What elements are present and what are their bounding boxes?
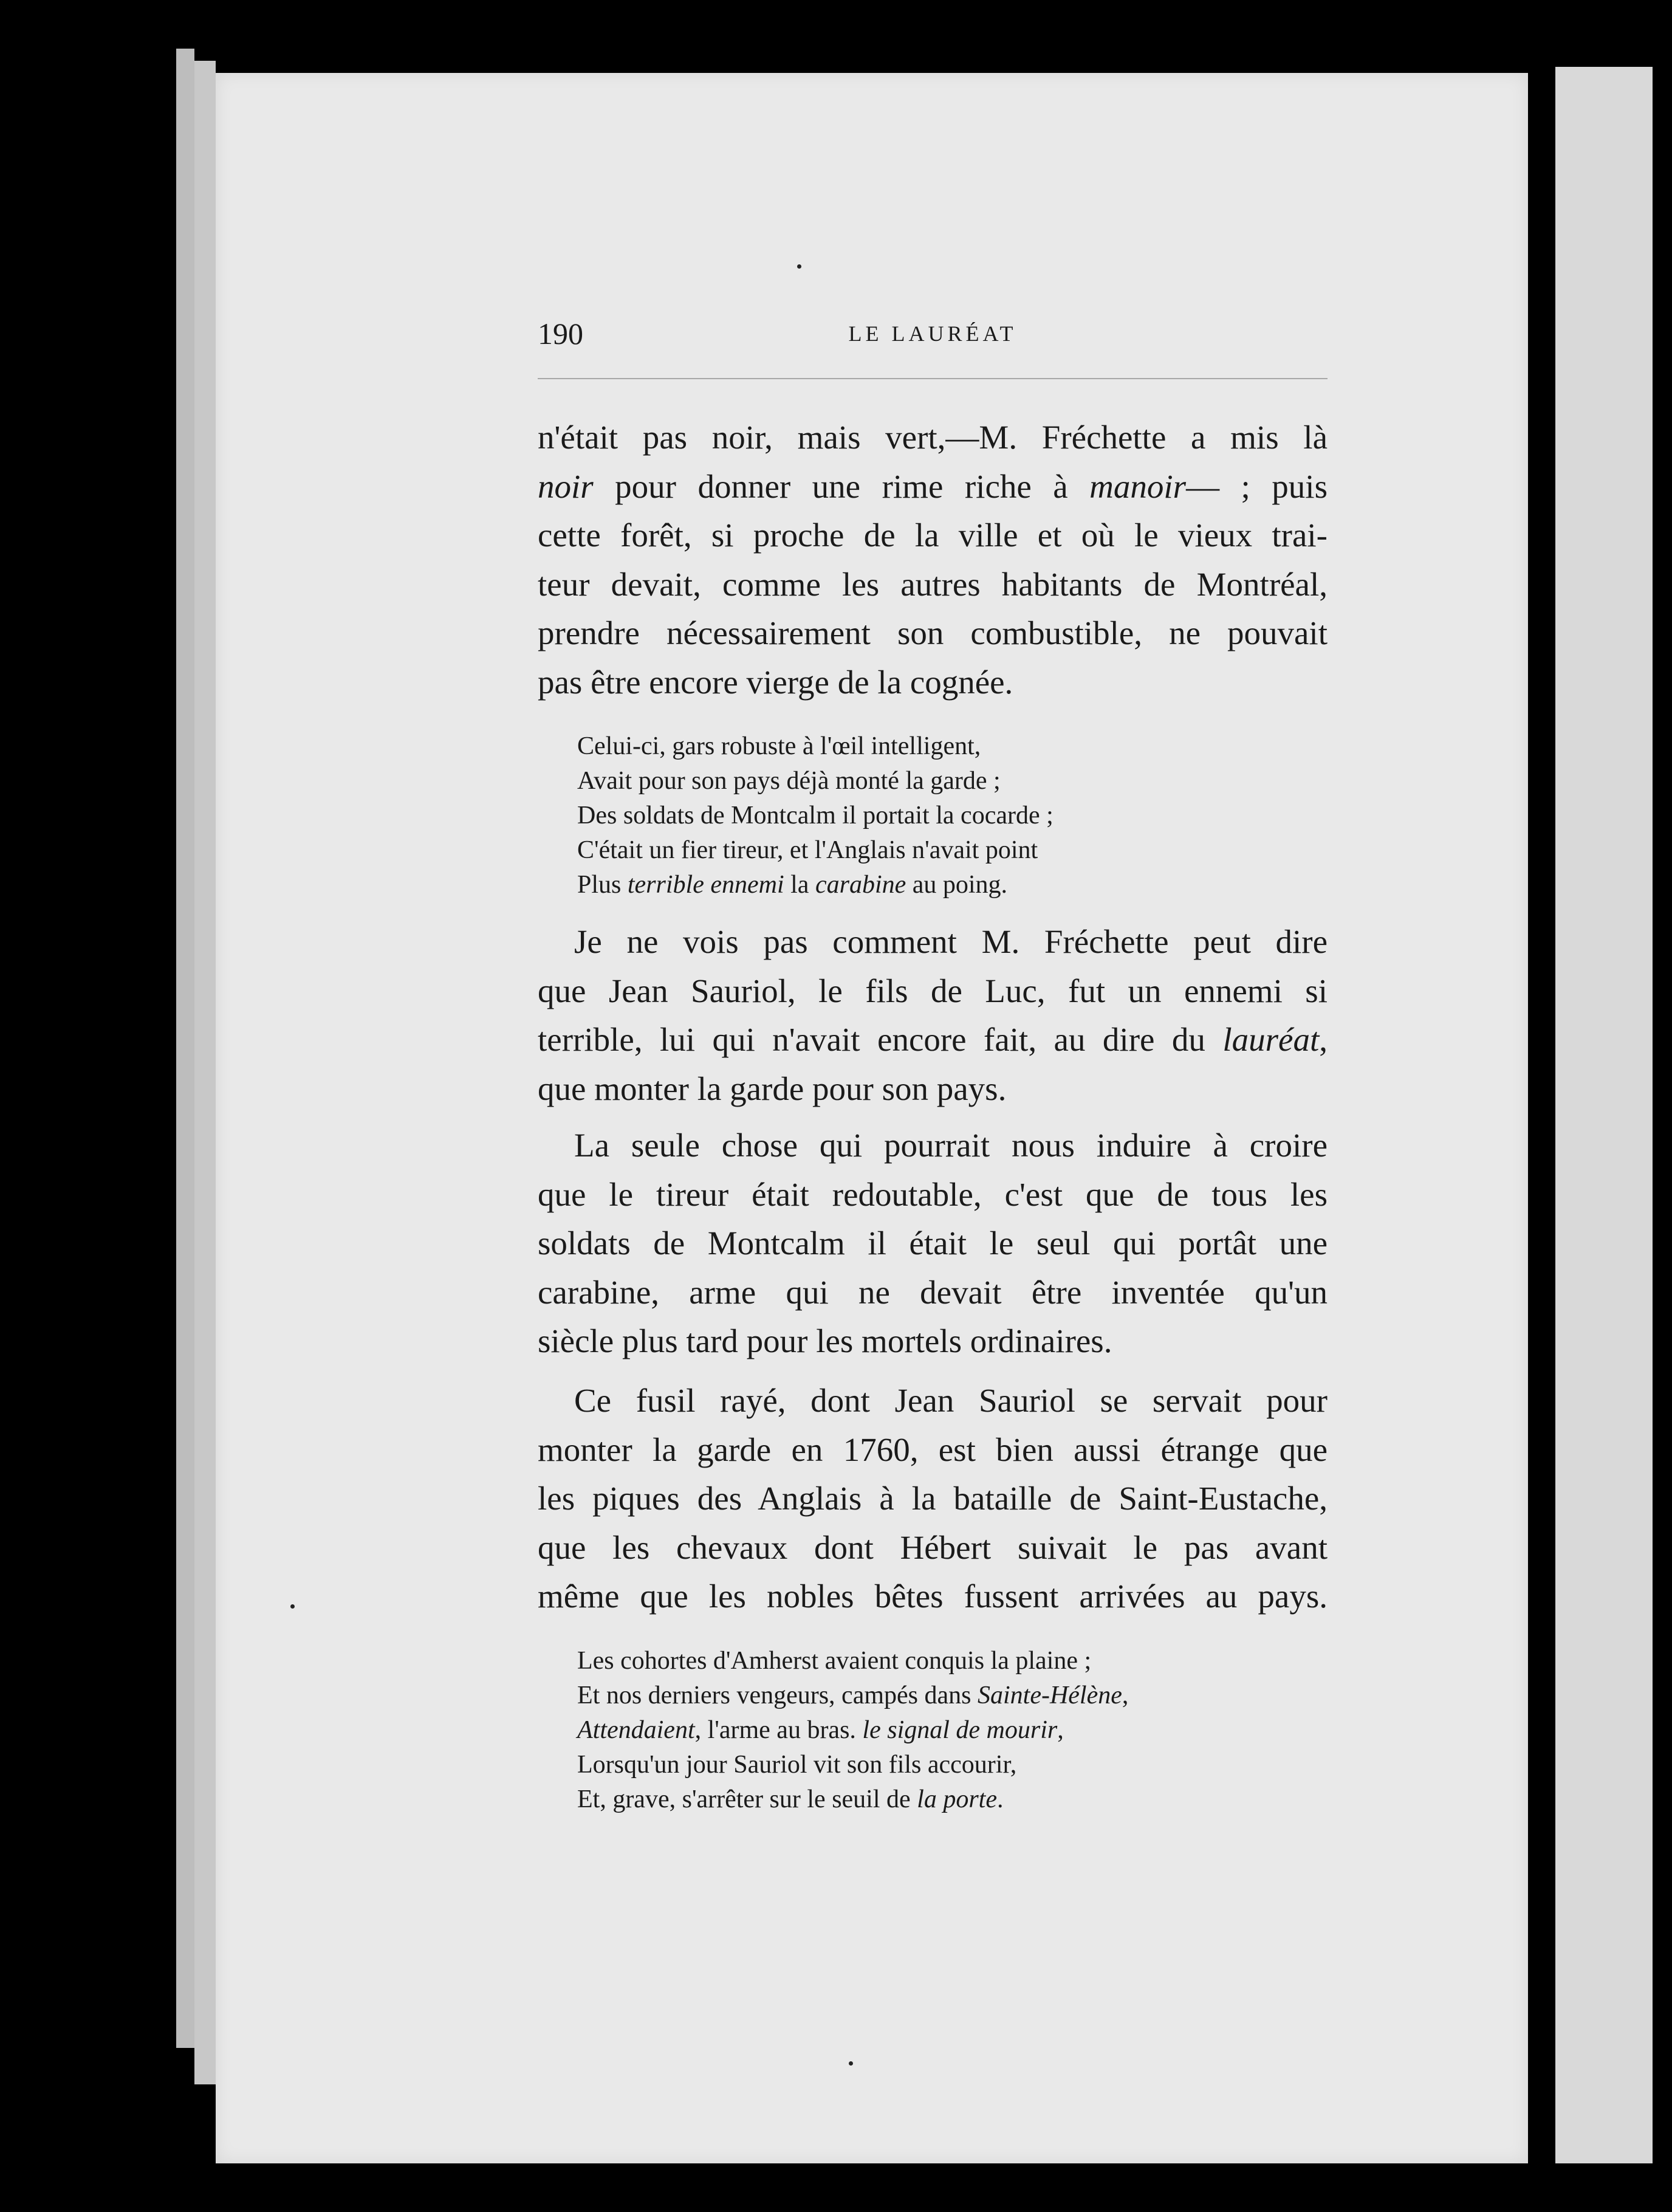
text-line: même que les nobles bêtes fussent arrivées au pays. xyxy=(538,1578,1328,1615)
verse-line xyxy=(577,1678,1306,1713)
text-run: Et, grave, s'arrêter sur le seuil de xyxy=(577,1785,917,1813)
italic-word: manoir xyxy=(1089,467,1187,505)
text-line: que monter la garde pour son pays. xyxy=(538,1070,1007,1107)
text-run: pour donner une rime riche à xyxy=(593,467,1090,505)
text-run: Et nos derniers vengeurs, campés dans xyxy=(577,1681,978,1709)
text-line: prendre nécessairement son combustible, ne pouvait xyxy=(538,614,1328,651)
scan-speck xyxy=(797,264,801,269)
italic-word: Sainte-Hélène xyxy=(977,1681,1122,1709)
text-line: siècle plus tard pour les mortels ordinaires. xyxy=(538,1322,1112,1359)
paragraph xyxy=(538,413,1328,707)
verse-line: Les cohortes d'Amherst avaient conquis la plaine ; xyxy=(577,1647,1092,1675)
text-line: que les chevaux dont Hébert suivait le pas avant xyxy=(538,1528,1328,1566)
text-line: que Jean Sauriol, le fils de Luc, fut un ennemi si xyxy=(538,972,1328,1009)
text-line: que le tireur était redoutable, c'est que de tous les xyxy=(538,1175,1328,1213)
text-run: la xyxy=(784,871,815,899)
verse-quotation xyxy=(577,1644,1306,1817)
italic-word: Attendaient xyxy=(577,1716,695,1744)
verse-line xyxy=(577,1782,1306,1817)
text-line: les piques des Anglais à la bataille de Saint-Eustache, xyxy=(538,1480,1328,1517)
text-run: au poing. xyxy=(906,871,1008,899)
text-line: La seule chose qui pourrait nous induire à croire xyxy=(574,1127,1328,1164)
scan-speck xyxy=(849,2061,853,2066)
text-line: pas être encore vierge de la cognée. xyxy=(538,663,1013,701)
verse-line xyxy=(577,1713,1306,1748)
text-line xyxy=(538,1015,1328,1065)
text-run: terrible, lui qui n'avait encore fait, au dire du xyxy=(538,1021,1223,1058)
scan-speck xyxy=(290,1604,295,1609)
verse-line: Celui-ci, gars robuste à l'œil intelligent, xyxy=(577,732,981,760)
text-line: Je ne vois pas comment M. Fréchette peut dire xyxy=(574,923,1328,960)
paragraph xyxy=(538,918,1328,1113)
page-edge-stack xyxy=(194,61,216,2084)
page-number: 190 xyxy=(538,317,583,351)
verse-line: Avait pour son pays déjà monté la garde ; xyxy=(577,767,1001,795)
text-line: teur devait, comme les autres habitants de Montréal, xyxy=(538,565,1328,603)
page-header xyxy=(538,316,1328,352)
italic-word: carabine xyxy=(815,871,906,899)
text-line: monter la garde en 1760, est bien aussi étrange que xyxy=(538,1431,1328,1468)
text-line: cette forêt, si proche de la ville et où le vieux trai- xyxy=(538,517,1328,554)
text-line xyxy=(538,462,1328,512)
verse-line: Lorsqu'un jour Sauriol vit son fils accourir, xyxy=(577,1751,1017,1779)
verse-line xyxy=(577,868,1306,902)
book-page xyxy=(216,73,1528,2163)
text-line: Ce fusil rayé, dont Jean Sauriol se servait pour xyxy=(574,1382,1328,1419)
italic-word: lauréat xyxy=(1222,1021,1320,1058)
paragraph xyxy=(538,1376,1328,1621)
text-run: , l'arme au bras. xyxy=(694,1716,863,1744)
header-rule xyxy=(538,378,1328,379)
verse-quotation xyxy=(577,729,1306,902)
paragraph xyxy=(538,1121,1328,1366)
verse-line: Des soldats de Montcalm il portait la cocarde ; xyxy=(577,802,1054,829)
page-edge-stack xyxy=(176,49,194,2048)
facing-page-edge xyxy=(1555,67,1653,2163)
text-run: , xyxy=(1319,1021,1328,1058)
verse-line: C'était un fier tireur, et l'Anglais n'avait point xyxy=(577,836,1038,864)
text-line: n'était pas noir, mais vert,—M. Fréchette a mis là xyxy=(538,419,1328,456)
italic-phrase: le signal de mourir xyxy=(862,1716,1058,1744)
running-title: LE LAURÉAT xyxy=(848,321,1017,346)
text-run: , xyxy=(1122,1681,1129,1709)
italic-word: noir xyxy=(538,467,594,505)
text-line: soldats de Montcalm il était le seul qui portât une xyxy=(538,1224,1328,1262)
text-run: — ; puis xyxy=(1186,467,1328,505)
text-line: carabine, arme qui ne devait être inventée qu'un xyxy=(538,1273,1328,1311)
text-run: , xyxy=(1057,1716,1064,1744)
text-run: . xyxy=(997,1785,1004,1813)
italic-phrase: la porte xyxy=(917,1785,997,1813)
text-run: Plus xyxy=(577,871,628,899)
italic-phrase: terrible ennemi xyxy=(627,871,784,899)
